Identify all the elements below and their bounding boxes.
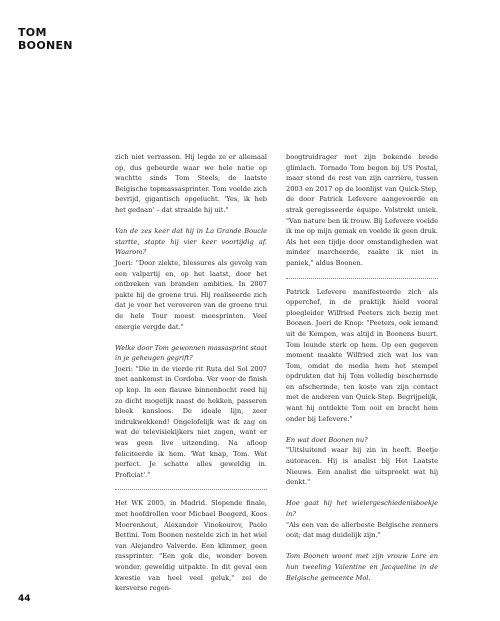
paragraph: boogtruidrager met zijn bekende brede glimlach. Tornado Tom begon bij US Postal, maar stond de rest van zijn carrière, tussen 2003 en 2017 op de loonlijst van Quick-Step, de door Patrick Lefevere aangevoerde en strak geregisseerde équipe. Volstrekt uniek. "Van nature ben ik trouw. Bij Lefevere voelde ik me op mijn gemak en voelde ik geen druk. Als het een tijdje door omstandigheden wat minder marcheerde, raakte ik niet in paniek," aldus Boonen. [286,153,438,267]
closing-note: Tom Boonen woont met zijn vrouw Lore en hun tweeling Valentine en Jacqueline in de Belgische gemeente Mol. [286,552,438,582]
chapter-header [18,26,73,52]
section-divider [286,278,438,279]
paragraph: "Als een van de allerbeste Belgische renners ooit; dat mag duidelijk zijn." [286,520,438,540]
paragraph: zich niet verrassen. Hij legde ze er allemaal op, dus gebeurde waar we hele natie op wachtte sinds Tom Steels, de laatste Belgische topmassasprinter. Tom voelde zich bevrijd, gigantisch opgelucht. 'Yes, ik heb het gedaan' – dat straalde hij uit." [115,153,267,214]
paragraph: Het WK 2005, in Madrid. Slopende finale, met hoofdrollen voor Michael Boogerd, Koos Moerenhout, Alexander Vinokourov, Paolo Bettini. Tom Boonen nestelde zich in het wiel van Alejandro Valverde. Een klimmer, geen rassprinter. "Een gok die, wonder boven wonder, geweldig uitpakte. In dit geval een kwestie van heel veel geluk," zei de kersverse regen- [115,499,267,593]
interview-question: En wat doet Boonen nu? [286,435,368,444]
paragraph: Joeri: "Door ziekte, blessures als gevolg van een valpartij en, op het laatst, door het ontbreken van branden ambities. In 2007 pakte hij de groene trui. Hij realiseerde zich dat je voor het veroveren van de groene trui de hele Tour moest meesprinten. Veel energie vergde dat." [115,258,267,331]
page-number: 44 [18,594,31,604]
left-text-column [115,152,267,594]
paragraph: Patrick Lefevere manifesteerde zich als opperchef, in de praktijk hield vooral ploegleider Wilfried Peeters zich bezig met Boonen. Joeri de Knop: "Peeters, ook iemand uit de Kempen, was altijd in Boonens buurt. Tom leunde sterk op hem. Op een gegeven moment maakte Wilfried zich wat los van Tom, omdat de media hem het stempel opdrukten dat hij Tom volledig beschermde en afschermde, ten koste van zijn contact met de anderen van Quick-Step. Begrijpelijk, want hij ontdekte Tom ooit en bracht hem onder bij Lefevere." [286,287,438,423]
paragraph: "Uitsluitend waar hij zin in heeft. Beetje autoracen. Hij is analist bij Het Laatste Nieuws. Een analist die uitspreekt wat hij denkt." [286,446,438,487]
section-divider [115,489,267,490]
interview-question: Welke door Tom gewonnen massasprint staat in je geheugen gegrift? [115,343,267,363]
interview-question: Van de zes keer dat hij in La Grande Boucle startte, stapte hij vier keer voortijdig af. Waarom? [115,227,267,257]
right-text-column [286,152,438,583]
header-last-name: BOONEN [18,39,73,52]
interview-question: Hoe gaat hij het wielergeschiedenisboekje in? [286,499,438,518]
paragraph: Joeri: "Die in de vierde rit Ruta del Sol 2007 met aankomst in Cordoba. Ver voor de finish op kop. In een flauwe binnenbocht reed hij zo dicht mogelijk naast de hekken, passeren bleek kansloos. De ideale lijn, zeer indrukwekkend! Ongelofelijk wat ik zag en wat de televisiekijkers niet zagen, want er was geen live uitzending. Na afloop feliciteerde ik hem. 'Wat knap, Tom. Wat perfect. Je schatte alles geweldig in. Proficiat'." [115,364,267,479]
header-first-name: TOM [18,26,47,39]
